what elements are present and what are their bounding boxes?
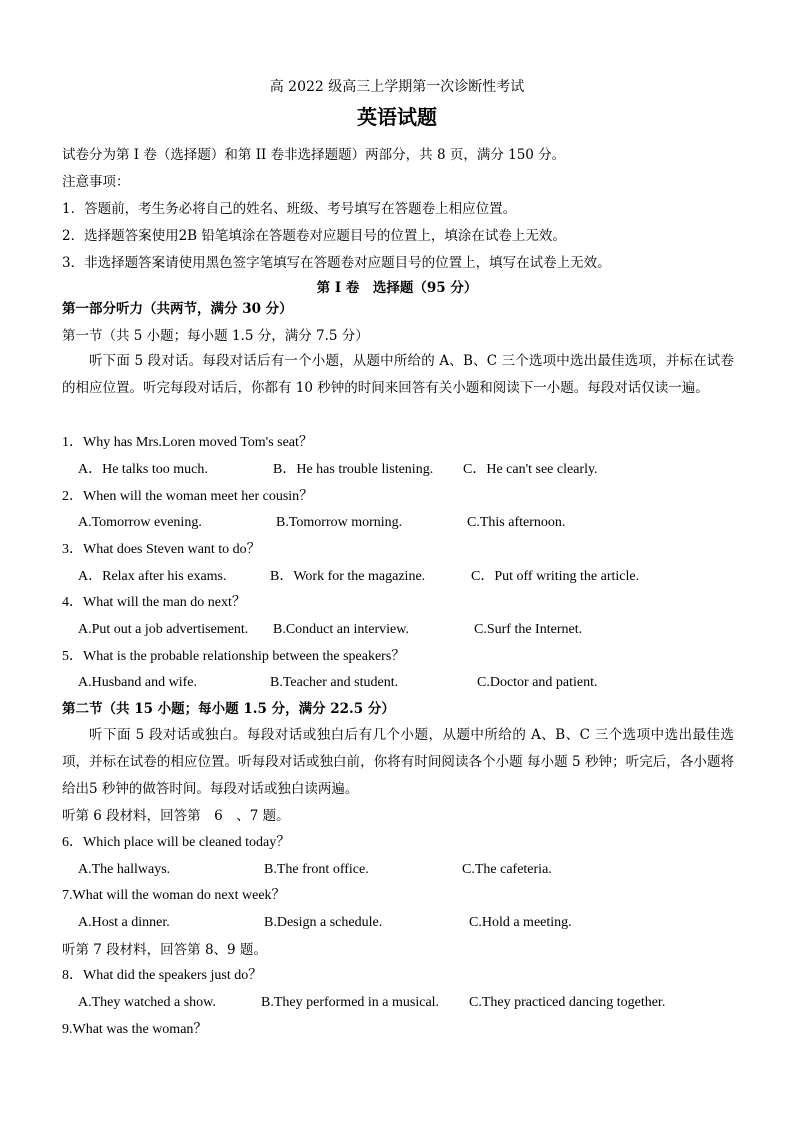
q4-option-c: C.Surf the Internet. xyxy=(474,622,583,637)
q5-option-c: C.Doctor and patient. xyxy=(477,675,598,690)
volume-title: 第 I 卷 选择题（95 分） xyxy=(316,280,478,296)
part1-heading: 第一部分听力（共两节，满分 30 分） xyxy=(62,301,293,317)
q3-option-b: B．Work for the magazine. xyxy=(270,569,426,584)
exam-title: 高 2022 级高三上学期第一次诊断性考试 xyxy=(269,79,525,95)
q4-option-b: B.Conduct an interview. xyxy=(273,622,409,637)
question-3: 3．What does Steven want to do？ xyxy=(62,542,261,557)
question-2: 2．When will the woman meet her cousin？ xyxy=(62,489,314,504)
q6-option-a: A.The hallways. xyxy=(78,862,171,877)
q8-option-c: C.They practiced dancing together. xyxy=(469,995,666,1010)
q1-option-b: B．He has trouble listening. xyxy=(273,462,434,477)
q2-option-c: C.This afternoon. xyxy=(467,515,566,530)
question-1: 1．Why has Mrs.Loren moved Tom's seat？ xyxy=(62,435,313,450)
question-8: 8．What did the speakers just do？ xyxy=(62,968,263,983)
question-6: 6．Which place will be cleaned today？ xyxy=(62,835,291,850)
question-9: 9.What was the woman？ xyxy=(62,1022,208,1037)
q7-option-b: B.Design a schedule. xyxy=(264,915,383,930)
question-7: 7.What will the woman do next week？ xyxy=(62,888,286,903)
notes-heading: 注意事项： xyxy=(62,174,130,190)
q3-option-c: C．Put off writing the article. xyxy=(471,569,640,584)
note-item-2: 2．选择题答案使用2B 铅笔填涂在答题卷对应题目号的位置上，填涂在试卷上无效。 xyxy=(62,228,566,244)
section1-instructions: 听下面 5 段对话。每段对话后有一个小题，从题中所给的 A、B、C 三个选项中选出最佳选项，并标在试卷的相应位置。听完每段对话后，你都有 10 秒钟的时间来回答有关小题和阅读下一小题。每段对话仅读一遍。 xyxy=(62,353,734,396)
material-7-heading: 听第 7 段材料，回答第 8、9 题。 xyxy=(62,942,267,958)
q8-option-a: A.They watched a show. xyxy=(78,995,216,1010)
section2-instructions: 听下面 5 段对话或独白。每段对话或独白后有几个小题，从题中所给的 A、B、C 三个选项中选出最佳选项，并标在试卷的相应位置。听每段对话或独白前，你将有时间阅读各个小题 每小题 5 秒钟；听完后，各小题将给出5 秒钟的做答时间。每段对话或独白读两遍。 xyxy=(62,727,734,797)
q8-option-b: B.They performed in a musical. xyxy=(261,995,440,1010)
subject-title: 英语试题 xyxy=(357,105,437,129)
section2-heading: 第二节（共 15 小题；每小题 1.5 分，满分 22.5 分） xyxy=(62,701,395,717)
q1-option-c: C．He can't see clearly. xyxy=(463,462,598,477)
note-item-1: 1．答题前，考生务必将自己的姓名、班级、考号填写在答题卷上相应位置。 xyxy=(62,201,517,217)
intro-text: 试卷分为第 I 卷（选择题）和第 II 卷非选择题题）两部分，共 8 页，满分 150 分。 xyxy=(62,147,566,163)
q6-option-c: C.The cafeteria. xyxy=(462,862,552,877)
note-item-3: 3．非选择题答案请使用黑色签字笔填写在答题卷对应题目号的位置上，填写在试卷上无效。 xyxy=(62,255,611,271)
q5-option-a: A.Husband and wife. xyxy=(78,675,197,690)
section1-heading: 第一节（共 5 小题；每小题 1.5 分，满分 7.5 分） xyxy=(62,328,369,344)
q5-option-b: B.Teacher and student. xyxy=(270,675,399,690)
q2-option-a: A.Tomorrow evening. xyxy=(78,515,202,530)
q6-option-b: B.The front office. xyxy=(264,862,369,877)
q7-option-a: A.Host a dinner. xyxy=(78,915,170,930)
q4-option-a: A.Put out a job advertisement. xyxy=(78,622,249,637)
q7-option-c: C.Hold a meeting. xyxy=(469,915,572,930)
material-6-heading: 听第 6 段材料，回答第 6 、7 题。 xyxy=(62,808,290,824)
q3-option-a: A．Relax after his exams. xyxy=(78,569,227,584)
question-4: 4．What will the man do next？ xyxy=(62,595,246,610)
question-5: 5．What is the probable relationship between the speakers？ xyxy=(62,649,406,664)
q1-option-a: A．He talks too much. xyxy=(78,462,208,477)
q2-option-b: B.Tomorrow morning. xyxy=(276,515,403,530)
